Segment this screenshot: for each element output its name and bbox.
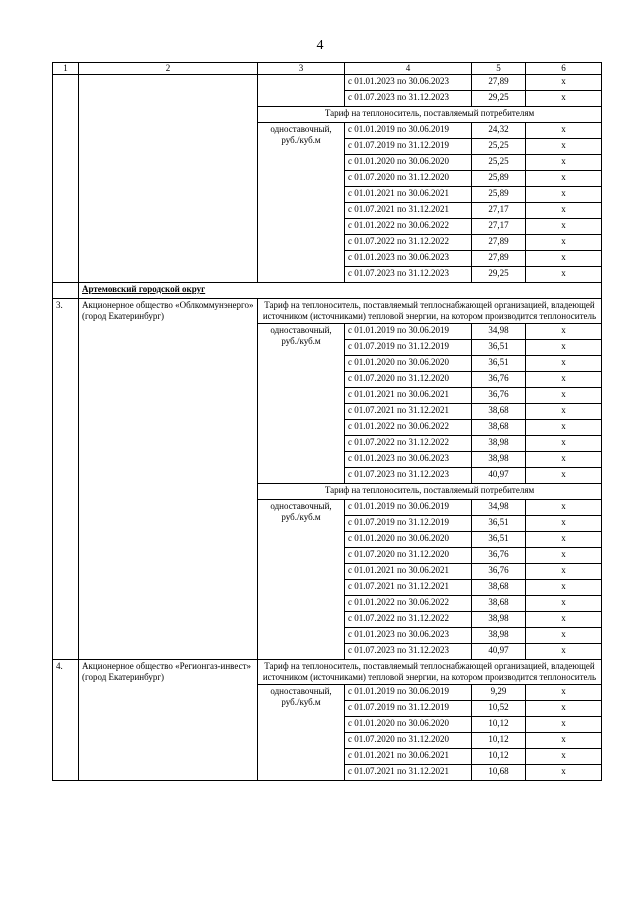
value-cell: 36,76 bbox=[472, 372, 526, 388]
value-cell: 27,89 bbox=[472, 75, 526, 91]
mark-cell: х bbox=[526, 340, 602, 356]
value-cell: 38,98 bbox=[472, 436, 526, 452]
column-header: 6 bbox=[526, 63, 602, 75]
value-cell: 36,51 bbox=[472, 532, 526, 548]
mark-cell: х bbox=[526, 685, 602, 701]
mark-cell: х bbox=[526, 404, 602, 420]
mark-cell: х bbox=[526, 628, 602, 644]
column-header: 4 bbox=[345, 63, 472, 75]
mark-cell: х bbox=[526, 452, 602, 468]
period-cell: с 01.01.2023 по 30.06.2023 bbox=[345, 75, 472, 91]
value-cell: 24,32 bbox=[472, 123, 526, 139]
mark-cell: х bbox=[526, 749, 602, 765]
period-cell: с 01.01.2020 по 30.06.2020 bbox=[345, 356, 472, 372]
mark-cell: х bbox=[526, 548, 602, 564]
period-cell: с 01.01.2020 по 30.06.2020 bbox=[345, 155, 472, 171]
value-cell: 36,76 bbox=[472, 388, 526, 404]
org-row bbox=[53, 660, 602, 685]
value-cell: 10,12 bbox=[472, 733, 526, 749]
mark-cell: х bbox=[526, 765, 602, 781]
value-cell: 36,76 bbox=[472, 548, 526, 564]
period-cell: с 01.01.2019 по 30.06.2019 bbox=[345, 685, 472, 701]
mark-cell: х bbox=[526, 733, 602, 749]
value-cell: 29,25 bbox=[472, 91, 526, 107]
period-cell: с 01.07.2019 по 31.12.2019 bbox=[345, 340, 472, 356]
column-header: 3 bbox=[258, 63, 345, 75]
mark-cell: х bbox=[526, 75, 602, 91]
header-row bbox=[53, 63, 602, 75]
value-cell: 25,25 bbox=[472, 155, 526, 171]
mark-cell: х bbox=[526, 580, 602, 596]
period-cell: с 01.07.2019 по 31.12.2019 bbox=[345, 516, 472, 532]
mark-cell: х bbox=[526, 468, 602, 484]
tariff-heading: Тариф на теплоноситель, поставляемый теплоснабжающей организацией, владеющей источником (источниками) тепловой энергии, на котором производится теплоноситель bbox=[258, 660, 602, 685]
value-cell: 34,98 bbox=[472, 324, 526, 340]
period-cell: с 01.01.2021 по 30.06.2021 bbox=[345, 749, 472, 765]
column-header: 5 bbox=[472, 63, 526, 75]
mark-cell: х bbox=[526, 324, 602, 340]
unit-cell: одноставочный, руб./куб.м bbox=[258, 500, 345, 660]
period-cell: с 01.01.2022 по 30.06.2022 bbox=[345, 596, 472, 612]
period-cell: с 01.07.2021 по 31.12.2021 bbox=[345, 765, 472, 781]
period-cell: с 01.07.2020 по 31.12.2020 bbox=[345, 733, 472, 749]
value-cell: 38,68 bbox=[472, 404, 526, 420]
period-cell: с 01.07.2023 по 31.12.2023 bbox=[345, 91, 472, 107]
value-cell: 10,12 bbox=[472, 717, 526, 733]
mark-cell: х bbox=[526, 235, 602, 251]
period-cell: с 01.07.2022 по 31.12.2022 bbox=[345, 436, 472, 452]
mark-cell: х bbox=[526, 564, 602, 580]
period-cell: с 01.07.2023 по 31.12.2023 bbox=[345, 468, 472, 484]
value-cell: 38,98 bbox=[472, 452, 526, 468]
period-cell: с 01.07.2020 по 31.12.2020 bbox=[345, 548, 472, 564]
period-cell: с 01.07.2021 по 31.12.2021 bbox=[345, 203, 472, 219]
value-cell: 36,76 bbox=[472, 564, 526, 580]
value-cell: 38,68 bbox=[472, 420, 526, 436]
period-cell: с 01.01.2019 по 30.06.2019 bbox=[345, 324, 472, 340]
value-cell: 10,68 bbox=[472, 765, 526, 781]
mark-cell: х bbox=[526, 203, 602, 219]
period-cell: с 01.07.2021 по 31.12.2021 bbox=[345, 404, 472, 420]
mark-cell: х bbox=[526, 123, 602, 139]
mark-cell: х bbox=[526, 139, 602, 155]
period-cell: с 01.01.2020 по 30.06.2020 bbox=[345, 532, 472, 548]
unit-cell: одноставочный, руб./куб.м bbox=[258, 685, 345, 781]
period-cell: с 01.01.2021 по 30.06.2021 bbox=[345, 564, 472, 580]
org-number-cell bbox=[53, 75, 79, 283]
mark-cell: х bbox=[526, 388, 602, 404]
value-cell: 38,68 bbox=[472, 580, 526, 596]
tariff-table bbox=[52, 62, 602, 781]
tariff-heading: Тариф на теплоноситель, поставляемый теплоснабжающей организацией, владеющей источником (источниками) тепловой энергии, на котором производится теплоноситель bbox=[258, 299, 602, 324]
mark-cell: х bbox=[526, 91, 602, 107]
value-cell: 36,51 bbox=[472, 340, 526, 356]
unit-cell: одноставочный, руб./куб.м bbox=[258, 123, 345, 283]
mark-cell: х bbox=[526, 155, 602, 171]
period-cell: с 01.07.2022 по 31.12.2022 bbox=[345, 235, 472, 251]
unit-cell: одноставочный, руб./куб.м bbox=[258, 324, 345, 484]
period-cell: с 01.01.2021 по 30.06.2021 bbox=[345, 187, 472, 203]
value-cell: 36,51 bbox=[472, 516, 526, 532]
value-cell: 36,51 bbox=[472, 356, 526, 372]
period-cell: с 01.07.2023 по 31.12.2023 bbox=[345, 644, 472, 660]
period-cell: с 01.07.2020 по 31.12.2020 bbox=[345, 372, 472, 388]
value-cell: 9,29 bbox=[472, 685, 526, 701]
period-cell: с 01.01.2019 по 30.06.2019 bbox=[345, 123, 472, 139]
mark-cell: х bbox=[526, 500, 602, 516]
period-cell: с 01.01.2019 по 30.06.2019 bbox=[345, 500, 472, 516]
mark-cell: х bbox=[526, 701, 602, 717]
period-cell: с 01.07.2021 по 31.12.2021 bbox=[345, 580, 472, 596]
value-cell: 40,97 bbox=[472, 468, 526, 484]
period-cell: с 01.07.2020 по 31.12.2020 bbox=[345, 171, 472, 187]
mark-cell: х bbox=[526, 356, 602, 372]
value-cell: 27,17 bbox=[472, 219, 526, 235]
value-cell: 38,98 bbox=[472, 628, 526, 644]
value-cell: 38,68 bbox=[472, 596, 526, 612]
period-cell: с 01.01.2021 по 30.06.2021 bbox=[345, 388, 472, 404]
value-cell: 27,89 bbox=[472, 235, 526, 251]
mark-cell: х bbox=[526, 187, 602, 203]
period-cell: с 01.07.2022 по 31.12.2022 bbox=[345, 612, 472, 628]
mark-cell: х bbox=[526, 219, 602, 235]
mark-cell: х bbox=[526, 516, 602, 532]
period-cell: с 01.01.2022 по 30.06.2022 bbox=[345, 420, 472, 436]
mark-cell: х bbox=[526, 532, 602, 548]
org-row bbox=[53, 299, 602, 324]
page-number: 4 bbox=[316, 38, 324, 53]
org-number-cell: 3. bbox=[53, 299, 79, 660]
unit-cell bbox=[258, 75, 345, 107]
column-header: 2 bbox=[79, 63, 258, 75]
mark-cell: х bbox=[526, 644, 602, 660]
mark-cell: х bbox=[526, 251, 602, 267]
period-cell: с 01.01.2023 по 30.06.2023 bbox=[345, 452, 472, 468]
value-cell: 25,25 bbox=[472, 139, 526, 155]
mark-cell: х bbox=[526, 596, 602, 612]
section-row bbox=[53, 283, 602, 299]
mark-cell: х bbox=[526, 717, 602, 733]
tariff-heading: Тариф на теплоноситель, поставляемый потребителям bbox=[258, 484, 602, 500]
period-cell: с 01.07.2019 по 31.12.2019 bbox=[345, 701, 472, 717]
value-cell: 34,98 bbox=[472, 500, 526, 516]
value-cell: 38,98 bbox=[472, 612, 526, 628]
period-cell: с 01.01.2023 по 30.06.2023 bbox=[345, 251, 472, 267]
org-name-cell: Акционерное общество «Облкоммунэнерго» (город Екатеринбург) bbox=[79, 299, 258, 660]
org-name-cell bbox=[79, 75, 258, 283]
value-cell: 29,25 bbox=[472, 267, 526, 283]
org-number-cell: 4. bbox=[53, 660, 79, 781]
value-cell: 25,89 bbox=[472, 171, 526, 187]
tariff-table-body bbox=[53, 63, 602, 781]
section-number-cell bbox=[53, 283, 79, 299]
mark-cell: х bbox=[526, 612, 602, 628]
period-cell: с 01.07.2019 по 31.12.2019 bbox=[345, 139, 472, 155]
tariff-heading: Тариф на теплоноситель, поставляемый потребителям bbox=[258, 107, 602, 123]
period-cell: с 01.07.2023 по 31.12.2023 bbox=[345, 267, 472, 283]
value-cell: 25,89 bbox=[472, 187, 526, 203]
period-cell: с 01.01.2023 по 30.06.2023 bbox=[345, 628, 472, 644]
mark-cell: х bbox=[526, 436, 602, 452]
mark-cell: х bbox=[526, 372, 602, 388]
value-cell: 10,12 bbox=[472, 749, 526, 765]
period-cell: с 01.01.2022 по 30.06.2022 bbox=[345, 219, 472, 235]
value-cell: 27,17 bbox=[472, 203, 526, 219]
period-cell: с 01.01.2020 по 30.06.2020 bbox=[345, 717, 472, 733]
section-title: Артемовский городской округ bbox=[79, 283, 602, 299]
mark-cell: х bbox=[526, 267, 602, 283]
value-cell: 10,52 bbox=[472, 701, 526, 717]
mark-cell: х bbox=[526, 420, 602, 436]
table-row bbox=[53, 75, 602, 91]
org-name-cell: Акционерное общество «Регионгаз-инвест» (город Екатеринбург) bbox=[79, 660, 258, 781]
value-cell: 40,97 bbox=[472, 644, 526, 660]
mark-cell: х bbox=[526, 171, 602, 187]
value-cell: 27,89 bbox=[472, 251, 526, 267]
column-header: 1 bbox=[53, 63, 79, 75]
